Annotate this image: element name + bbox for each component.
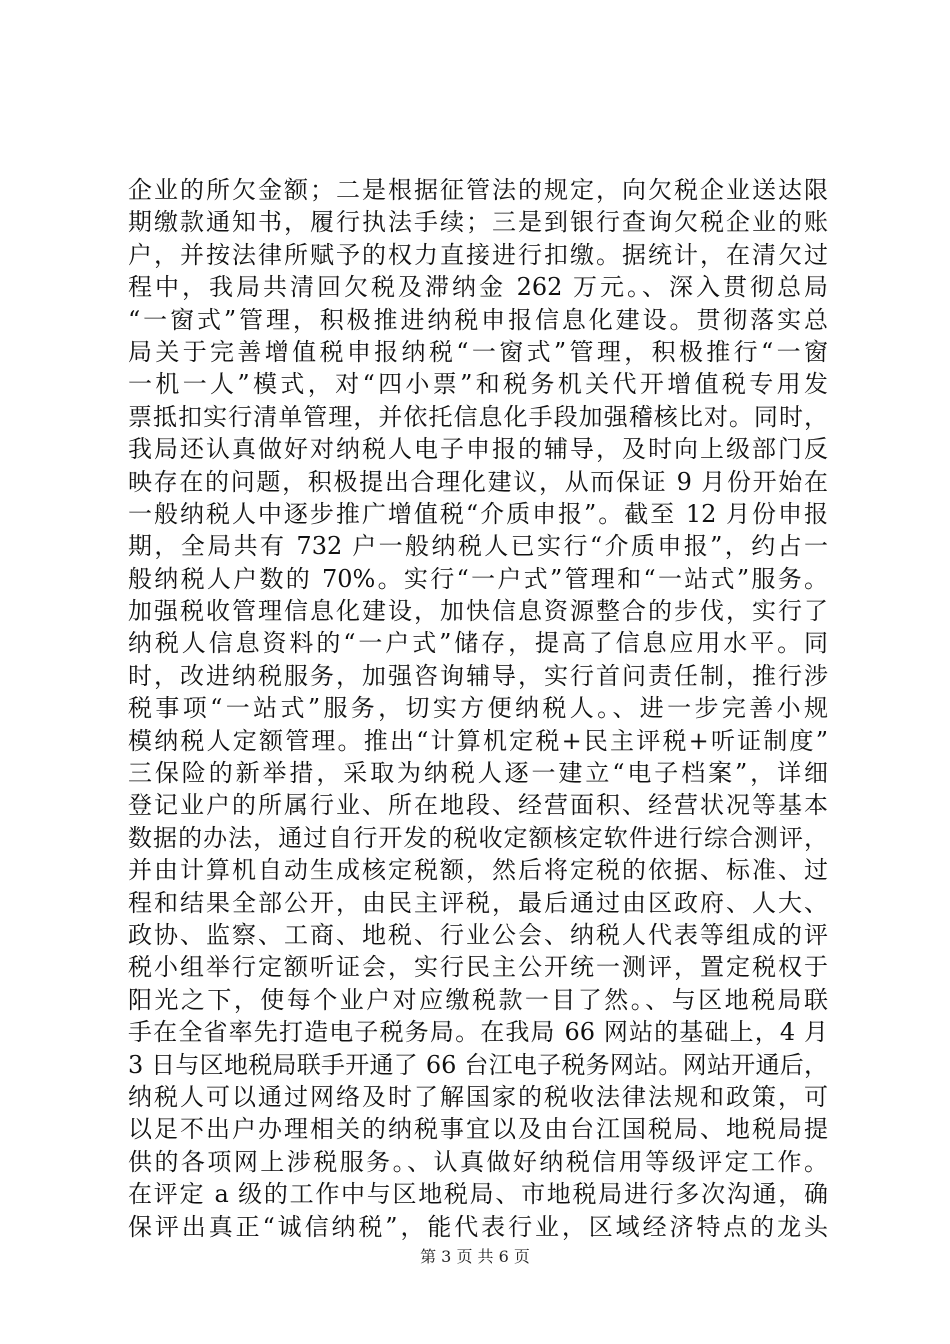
page-footer: 第 3 页 共 6 页 [420,1247,530,1266]
text-line: 程和结果全部公开，由民主评税，最后通过由区政府、人大、 [128,888,828,917]
text-line: 三保险的新举措，采取为纳税人逐一建立“电子档案”，详细 [128,759,828,788]
text-line: 模纳税人定额管理。推出“计算机定税+民主评税+听证制度” [128,726,828,755]
text-line: 供的各项网上涉税服务。、认真做好纳税信用等级评定工作。 [128,1147,828,1176]
text-line: 一般纳税人中逐步推广增值税“介质申报”。截至 12 月份申报 [128,499,828,528]
body-text [128,174,828,1243]
text-line: 纳税人可以通过网络及时了解国家的税收法律法规和政策，可 [128,1082,828,1111]
text-line: 保评出真正“诚信纳税”，能代表行业，区域经济特点的龙头 [128,1212,828,1241]
text-line: 税事项“一站式”服务，切实方便纳税人。、进一步完善小规 [128,694,828,723]
text-line: 企业的所欠金额；二是根据征管法的规定，向欠税企业送达限 [128,176,828,204]
text-line: “一窗式”管理，积极推进纳税申报信息化建设。贯彻落实总 [128,305,828,334]
text-line: 期，全局共有 732 户一般纳税人已实行“介质申报”，约占一 [128,532,828,561]
text-line: 登记业户的所属行业、所在地段、经营面积、经营状况等基本 [128,791,828,820]
text-line: 一机一人”模式，对“四小票”和税务机关代开增值税专用发 [128,370,828,399]
text-line: 局关于完善增值税申报纳税“一窗式”管理，积极推行“一窗 [128,337,828,366]
text-line: 手在全省率先打造电子税务局。在我局 66 网站的基础上，4 月 [128,1018,828,1047]
text-line: 以足不出户办理相关的纳税事宜以及由台江国税局、地税局提 [128,1115,828,1144]
text-line: 阳光之下，使每个业户对应缴税款一目了然。、与区地税局联 [128,985,828,1014]
text-line: 般纳税人户数的 70%。实行“一户式”管理和“一站式”服务。 [128,564,828,593]
text-line: 程中，我局共清回欠税及滞纳金 262 万元。、深入贯彻总局 [128,273,828,302]
text-line: 票抵扣实行清单管理，并依托信息化手段加强稽核比对。同时， [128,402,828,431]
text-line: 我局还认真做好对纳税人电子申报的辅导，及时向上级部门反 [128,435,828,464]
text-line: 映存在的问题，积极提出合理化建议，从而保证 9 月份开始在 [128,467,828,496]
text-line: 3 日与区地税局联手开通了 66 台江电子税务网站。网站开通后， [128,1050,828,1079]
text-line: 在评定 a 级的工作中与区地税局、市地税局进行多次沟通，确 [128,1180,828,1209]
text-line: 政协、监察、工商、地税、行业公会、纳税人代表等组成的评 [128,920,828,949]
text-line: 税小组举行定额听证会，实行民主公开统一测评，置定税权于 [128,953,828,982]
text-line: 数据的办法，通过自行开发的税收定额核定软件进行综合测评， [128,823,828,852]
text-line: 户，并按法律所赋予的权力直接进行扣缴。据统计，在清欠过 [128,240,828,269]
text-line: 并由计算机自动生成核定税额，然后将定税的依据、标准、过 [128,856,828,885]
text-line: 时，改进纳税服务，加强咨询辅导，实行首问责任制，推行涉 [128,661,828,690]
text-line: 纳税人信息资料的“一户式”储存，提高了信息应用水平。同 [128,629,828,658]
text-line: 加强税收管理信息化建设，加快信息资源整合的步伐，实行了 [128,597,828,626]
text-line: 期缴款通知书，履行执法手续；三是到银行查询欠税企业的账 [128,208,828,237]
